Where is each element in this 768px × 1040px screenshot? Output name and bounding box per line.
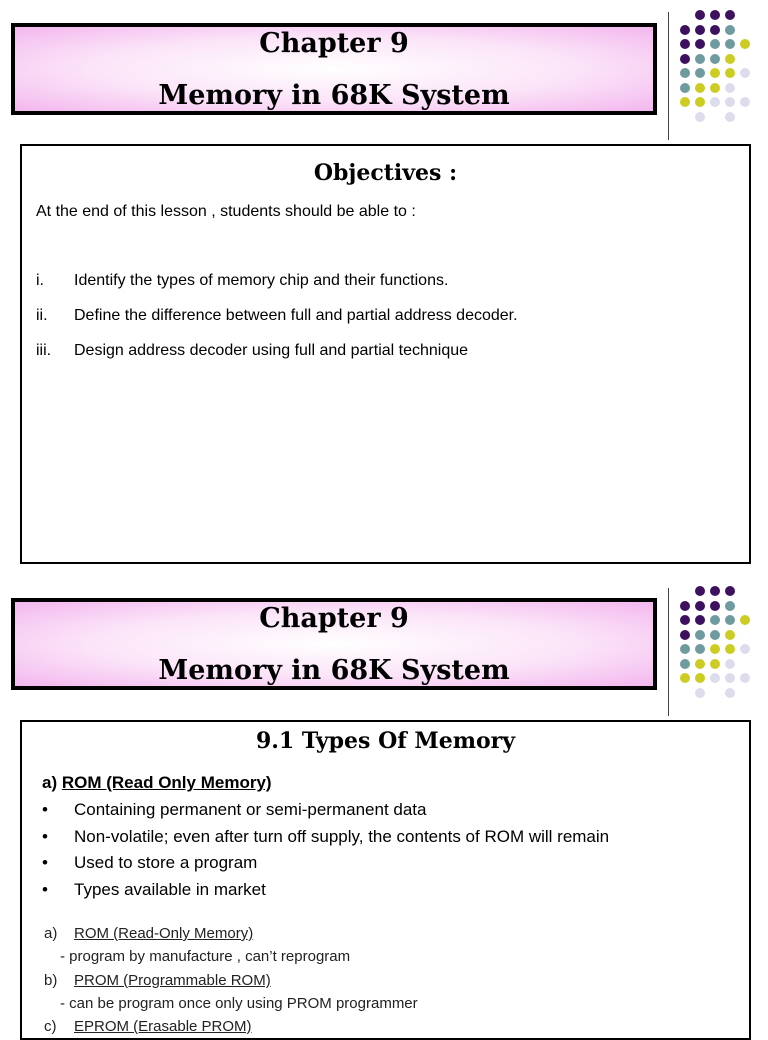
memory-type-name: EPROM (Erasable PROM) [74,1018,252,1035]
decorative-dot [680,54,690,64]
objective-number: iii. [36,342,52,359]
decorative-dot [710,644,720,654]
decorative-dot [725,97,735,107]
decorative-dot [710,630,720,640]
bullet-item [42,827,609,847]
bullet-icon: • [42,827,48,846]
objective-number: ii. [36,307,48,324]
bullet-icon: • [42,800,48,819]
memory-type-item [44,1018,252,1035]
decorative-dot [725,601,735,611]
decorative-dot [725,25,735,35]
memory-type-name: ROM (Read-Only Memory) [74,925,254,942]
decorative-dot [695,644,705,654]
decorative-dot [725,673,735,683]
objective-item [36,342,468,360]
decorative-dot [695,25,705,35]
decorative-dot [725,68,735,78]
decorative-dot [725,586,735,596]
decorative-dot [710,97,720,107]
bullet-text: Types available in market [74,880,266,899]
chapter-title-box [11,23,657,115]
decorative-dot [695,83,705,93]
objective-text: Design address decoder using full and partial technique [74,342,469,359]
objective-text: Define the difference between full and partial address decoder. [74,307,518,324]
decorative-dot [725,615,735,625]
decorative-dot [710,83,720,93]
decorative-dot [680,83,690,93]
decorative-dot [725,644,735,654]
decorative-dot [695,586,705,596]
chapter-number: Chapter 9 [259,28,409,59]
memory-type-label: a) [44,925,58,942]
decorative-dot [680,97,690,107]
decorative-dot [695,659,705,669]
bullet-icon: • [42,880,48,899]
bullet-text: Non-volatile; even after turn off supply, the contents of ROM will remain [74,827,610,846]
chapter-title: Memory in 68K System [158,80,510,111]
decorative-dot [695,615,705,625]
decorative-dots [680,586,760,696]
chapter-title-box [11,598,657,690]
memory-type-item [44,925,253,942]
decorative-dot [740,673,750,683]
objectives-intro: At the end of this lesson , students should be able to : [36,203,416,220]
decorative-dot [695,68,705,78]
section-heading: 9.1 Types Of Memory [255,728,516,754]
decorative-dot [710,68,720,78]
decorative-dot [725,10,735,20]
decorative-dot [680,615,690,625]
bullet-item [42,880,266,900]
divider-line [668,588,669,716]
bullet-item [42,853,257,873]
bullet-item [42,800,426,820]
decorative-dot [740,68,750,78]
chapter-title: Memory in 68K System [158,655,510,686]
bullet-text: Used to store a program [74,853,258,872]
divider-line [668,12,669,140]
memory-type-desc: - program by manufacture , can’t reprogram [60,948,351,965]
decorative-dot [680,630,690,640]
decorative-dot [680,659,690,669]
decorative-dot [710,659,720,669]
rom-title: ROM (Read Only Memory) [61,773,272,792]
decorative-dot [710,54,720,64]
decorative-dot [695,630,705,640]
decorative-dot [710,586,720,596]
decorative-dot [695,688,705,698]
decorative-dot [710,673,720,683]
decorative-dot [740,97,750,107]
chapter-number: Chapter 9 [259,603,409,634]
decorative-dot [740,644,750,654]
decorative-dot [695,39,705,49]
decorative-dot [680,601,690,611]
objective-item [36,272,448,290]
decorative-dot [680,673,690,683]
decorative-dot [680,68,690,78]
decorative-dot [725,112,735,122]
decorative-dot [740,615,750,625]
decorative-dot [680,25,690,35]
decorative-dot [710,601,720,611]
decorative-dot [725,630,735,640]
decorative-dot [710,25,720,35]
decorative-dot [680,39,690,49]
decorative-dot [695,673,705,683]
memory-type-label: b) [44,972,58,989]
decorative-dot [725,688,735,698]
objective-item [36,307,518,325]
decorative-dot [725,83,735,93]
memory-types-box [20,720,751,1040]
decorative-dot [725,39,735,49]
decorative-dot [695,10,705,20]
decorative-dot [695,54,705,64]
memory-type-name: PROM (Programmable ROM) [74,972,271,989]
decorative-dot [680,644,690,654]
memory-type-label: c) [44,1018,57,1035]
decorative-dot [710,39,720,49]
decorative-dot [725,659,735,669]
decorative-dot [695,97,705,107]
decorative-dot [725,54,735,64]
objective-text: Identify the types of memory chip and their functions. [74,272,449,289]
decorative-dot [710,615,720,625]
objective-number: i. [36,272,44,289]
bullet-text: Containing permanent or semi-permanent data [74,800,427,819]
objectives-box [20,144,751,564]
decorative-dots [680,10,760,120]
decorative-dot [695,601,705,611]
decorative-dot [710,10,720,20]
bullet-icon: • [42,853,48,872]
decorative-dot [695,112,705,122]
decorative-dot [740,39,750,49]
objectives-heading: Objectives : [313,160,458,186]
rom-label: a) [42,773,58,792]
rom-subheading [42,773,272,793]
memory-type-item [44,972,271,989]
memory-type-desc: - can be program once only using PROM programmer [60,995,418,1012]
